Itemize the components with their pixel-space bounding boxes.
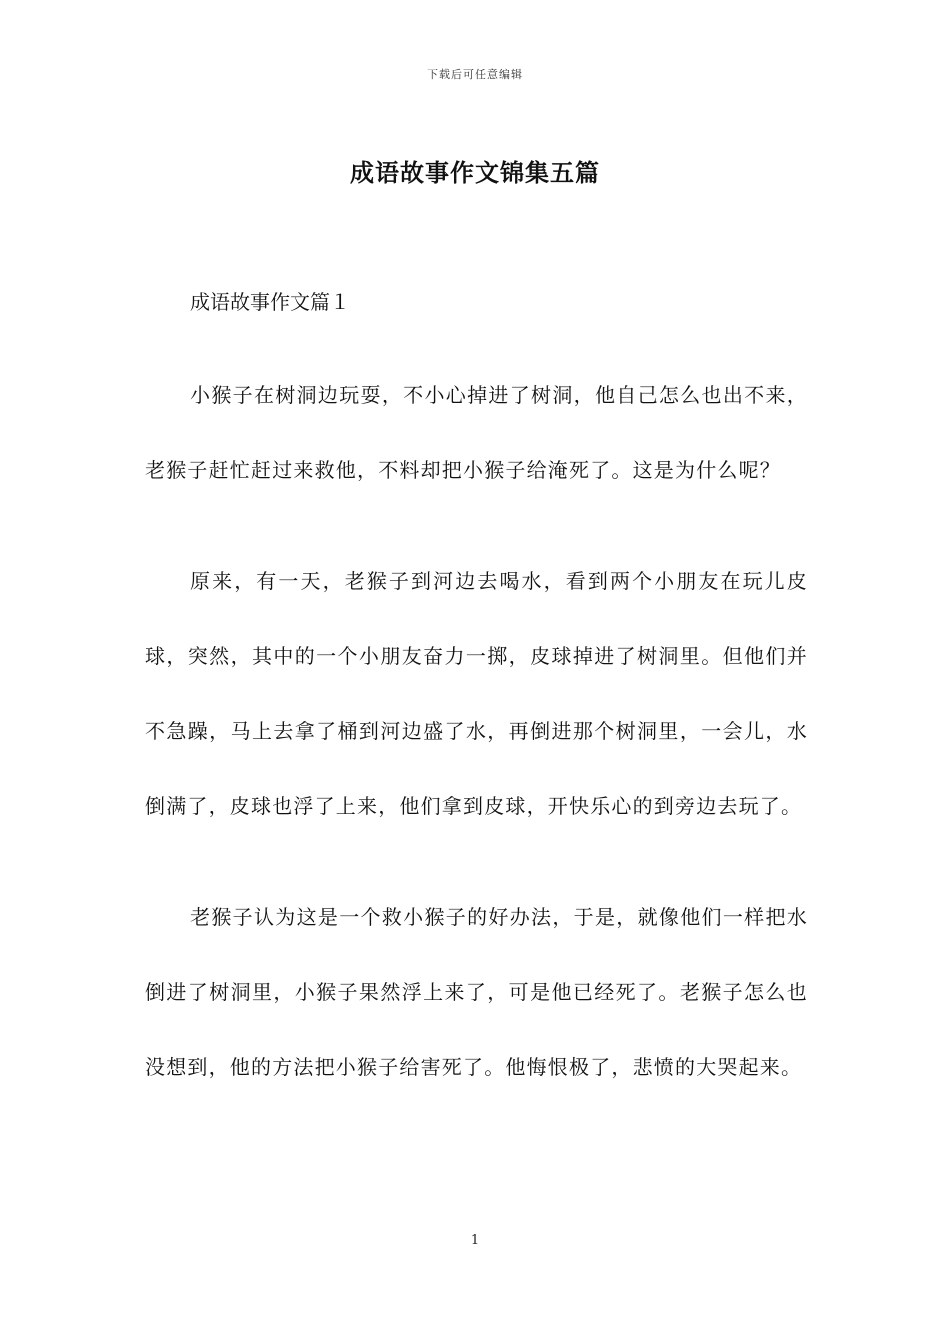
paragraph-2: 原来，有一天，老猴子到河边去喝水，看到两个小朋友在玩儿皮球，突然，其中的一个小朋友奋力一掷，皮球掉进了树洞里。但他们并不急躁，马上去拿了桶到河边盛了水，再倒进那个树洞里，一会儿，水倒满了，皮球也浮了上来，他们拿到皮球，开快乐心的到旁边去玩了。 [145,569,808,818]
section-heading: 成语故事作文篇１ [190,290,350,314]
header-note: 下载后可任意编辑 [427,68,523,81]
paragraph-3: 老猴子认为这是一个救小猴子的好办法，于是，就像他们一样把水倒进了树洞里，小猴子果然浮上来了，可是他已经死了。老猴子怎么也没想到，他的方法把小猴子给害死了。他悔恨极了，悲愤的大哭起来。 [145,905,808,1079]
document-body [145,282,808,1105]
paragraph-1: 小猴子在树洞边玩耍，不小心掉进了树洞，他自己怎么也出不来，老猴子赶忙赶过来救他，不料却把小猴子给淹死了。这是为什么呢？ [145,383,808,482]
page-number: 1 [470,1233,480,1248]
document-title: 成语故事作文锦集五篇 [350,158,600,187]
